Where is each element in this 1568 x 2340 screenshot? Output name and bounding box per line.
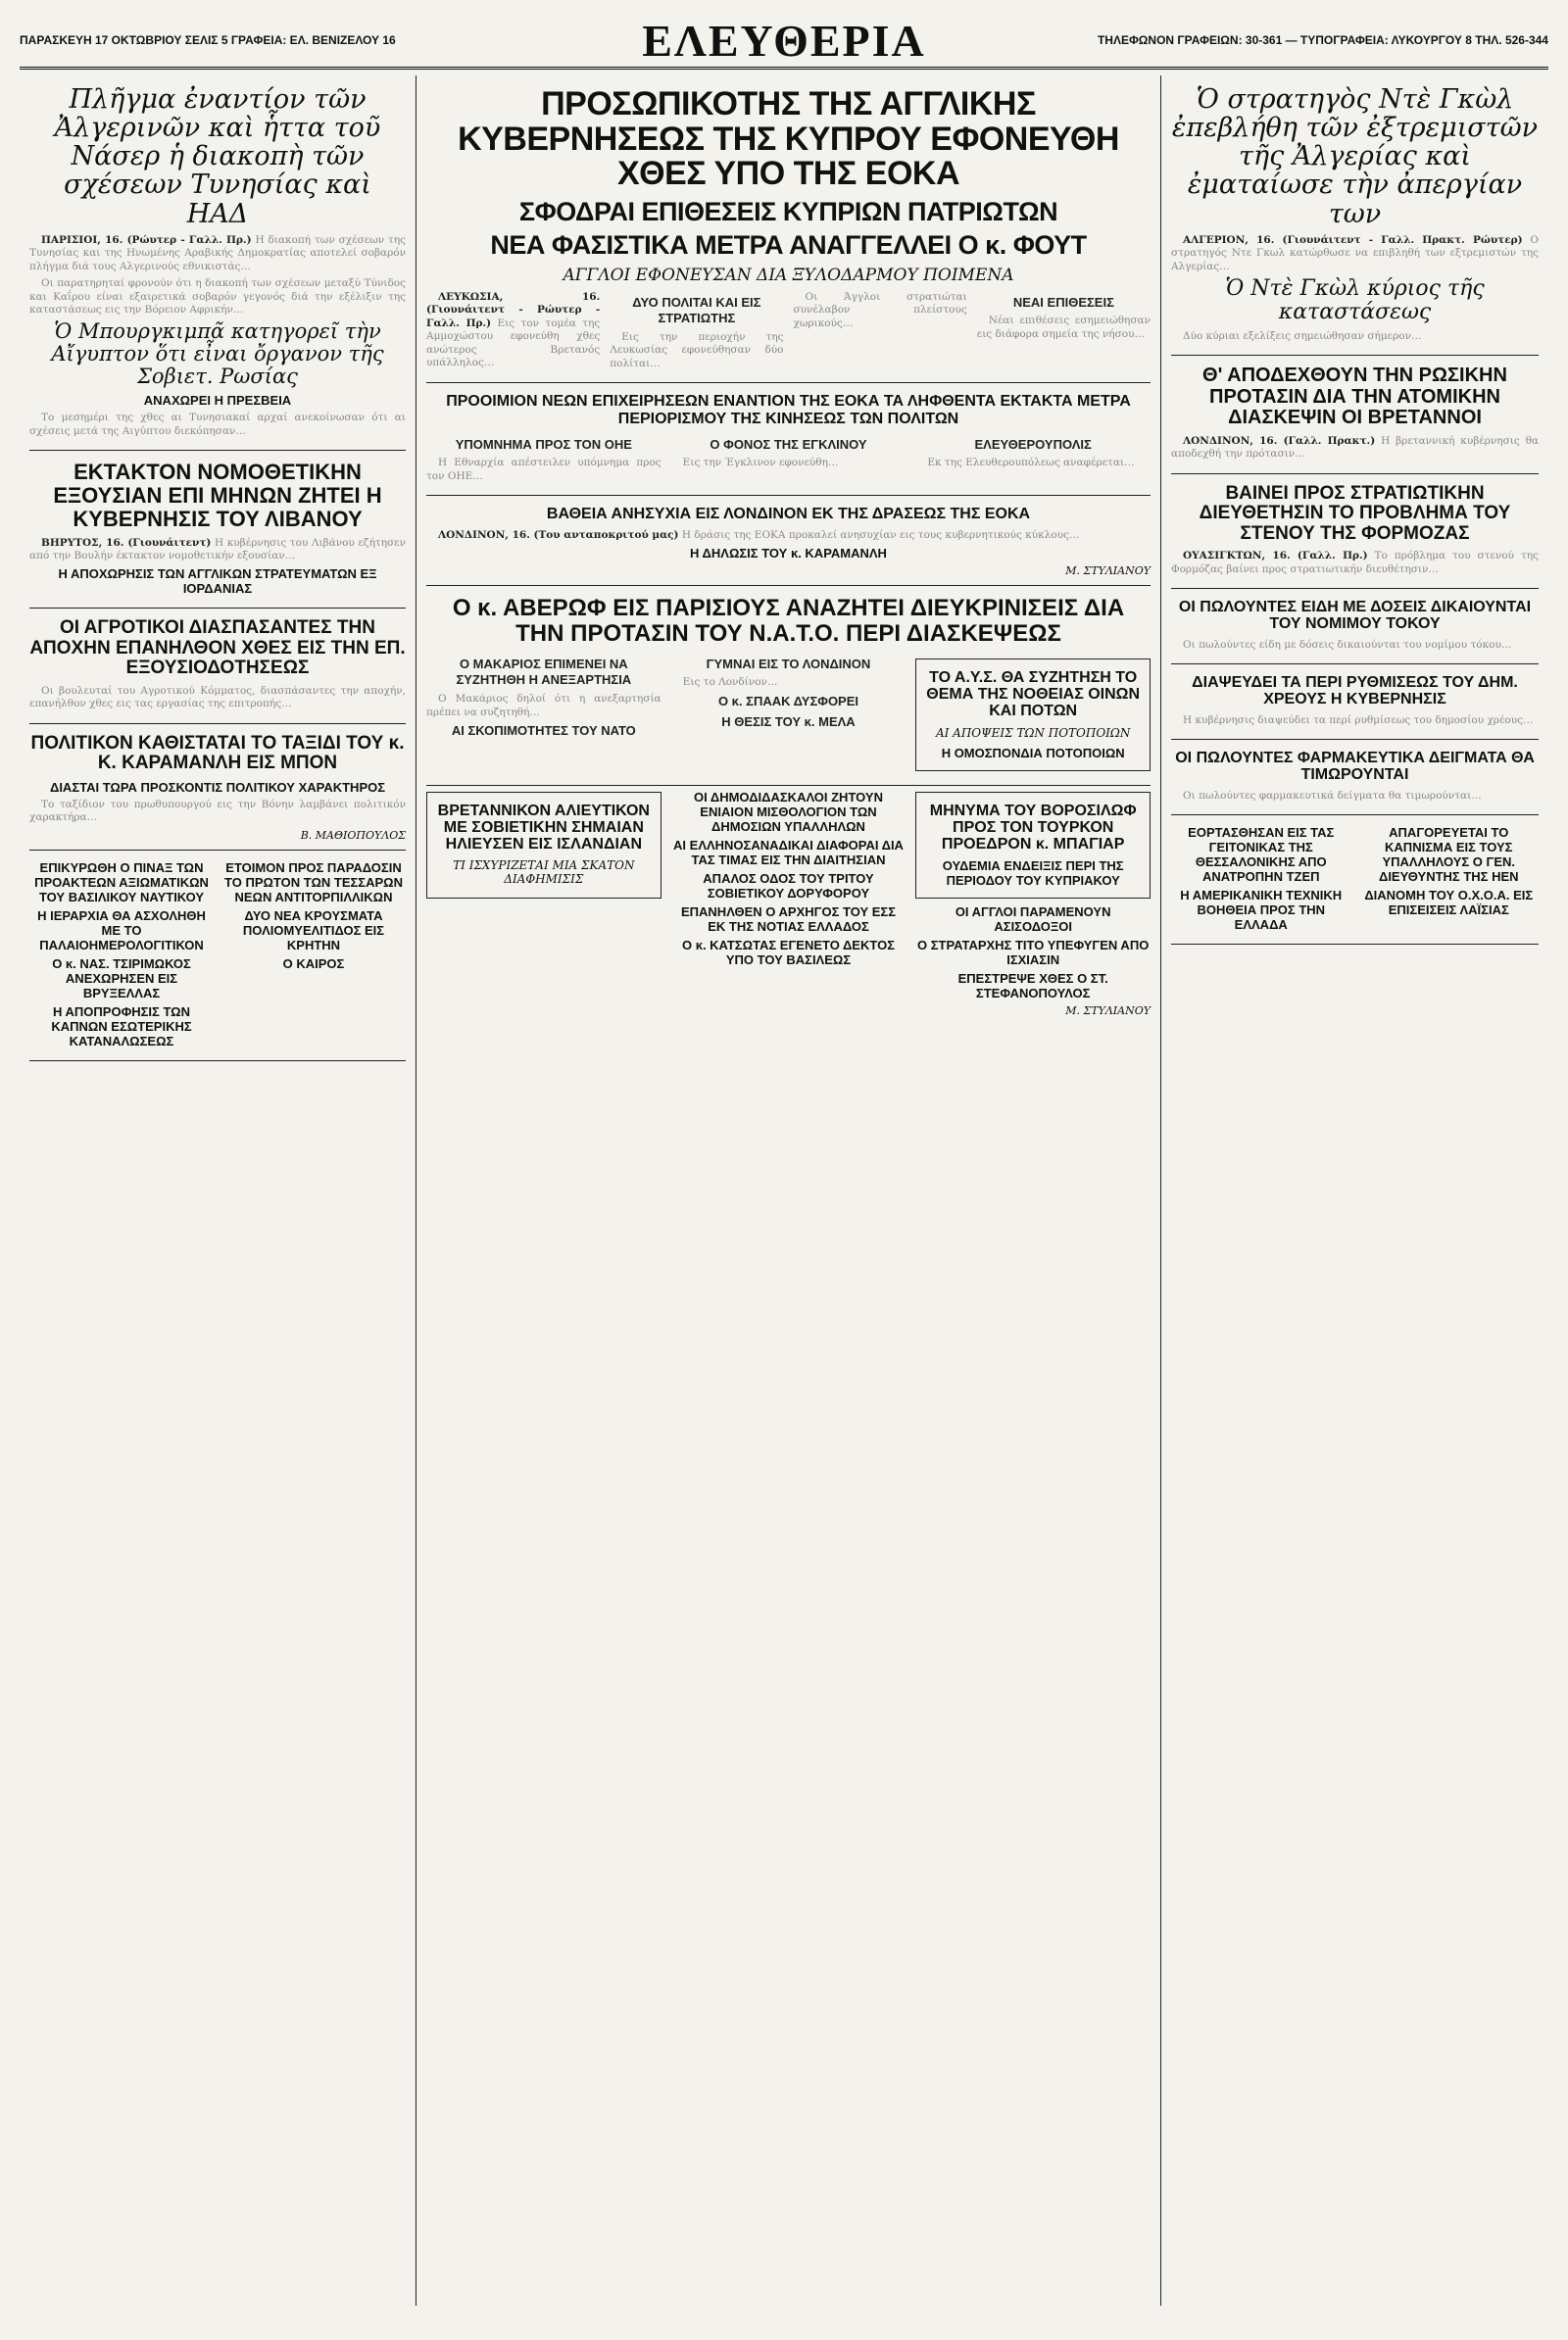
article-headline: Ὁ στρατηγὸς Ντὲ Γκὼλ ἐπεβλήθη τῶν ἐξτρεμιστῶν τῆς Ἀλγερίας καὶ ἐματαίωσε τὴν ἀπεργίαν των (1171, 84, 1539, 229)
brief-headline: ΕΤΟΙΜΟΝ ΠΡΟΣ ΠΑΡΑΔΟΣΙΝ ΤΟ ΠΡΩΤΟΝ ΤΩΝ ΤΕΣΣΑΡΩΝ ΝΕΩΝ ΑΝΤΙΤΟΡΠΙΛΛΙΚΩΝ (224, 859, 403, 904)
section-subhead: Ο ΜΑΚΑΡΙΟΣ ΕΠΙΜΕΝΕΙ ΝΑ ΣΥΖΗΤΗΘΗ Η ΑΝΕΞΑΡΤΗΣΙΑ (456, 656, 632, 688)
article-body: Το μεσημέρι της χθες αι Τυνησιακαί αρχαί ανεκοίνωσαν ότι αι σχέσεις μετά της Αιγύπτου διεκόπησαν… (29, 412, 406, 437)
section-subhead: ΑΝΑΧΩΡΕΙ Η ΠΡΕΣΒΕΙΑ (143, 393, 292, 409)
article-headline: ΠΡΟΟΙΜΙΟΝ ΝΕΩΝ ΕΠΙΧΕΙΡΗΣΕΩΝ ΕΝΑΝΤΙΟΝ ΤΗΣ ΕΟΚΑ ΤΑ ΛΗΦΘΕΝΤΑ ΕΚΤΑΚΤΑ ΜΕΤΡΑ ΠΕΡΙΟΡΙΣΜΟΥ ΤΗΣ ΚΙΝΗΣΕΩΣ ΤΩΝ ΠΟΛΙΤΩΝ (446, 393, 1131, 427)
article-body: Οι βουλευταί του Αγροτικού Κόμματος, διασπάσαντες την αποχήν, επανήλθον χθες εις τας εργασίας της επιτροπής… (29, 684, 406, 710)
dateline: ΠΑΡΙΣΙΟΙ, 16. (Ρώυτερ - Γαλλ. Πρ.) (41, 233, 252, 246)
section-subhead: ΕΛΕΥΘΕΡΟΥΠΟΛΙΣ (974, 436, 1092, 452)
center-column (416, 75, 1161, 2306)
brief-headline: ΟΙ ΑΓΓΛΟΙ ΠΑΡΑΜΕΝΟΥΝ ΑΣΙΣΟΔΟΞΟΙ (955, 904, 1111, 935)
section-subhead: Ο ΦΟΝΟΣ ΤΗΣ ΕΓΚΛΙΝΟΥ (710, 436, 867, 452)
article-headline: ΟΙ ΑΓΡΟΤΙΚΟΙ ΔΙΑΣΠΑΣΑΝΤΕΣ ΤΗΝ ΑΠΟΧΗΝ ΕΠΑΝΗΛΘΟΝ ΧΘΕΣ ΕΙΣ ΤΗΝ ΕΠ. ΕΞΟΥΣΙΟΔΟΤΗΣΕΩΣ (29, 617, 406, 679)
article-tunisia (29, 75, 406, 451)
article-london-concern: ΒΑΘΕΙΑ ΑΝΗΣΥΧΙΑ ΕΙΣ ΛΟΝΔΙΝΟΝ ΕΚ ΤΗΣ ΔΡΑΣΕΩΣ ΤΗΣ ΕΟΚΑ ΛΟΝΔΙΝΟΝ, 16. (Του ανταποκριτού μας) Η δράσις της ΕΟΚΑ προκαλεί ανησυχίαν εις τους κυβερνητικούς κύκλους… Η ΔΗΛΩΣΙΣ ΤΟΥ κ. ΚΑΡΑΜΑΝΛΗ Μ. ΣΤΥΛΙΑΝΟΥ (426, 496, 1151, 586)
article-headline: ΤΟ Α.Υ.Σ. ΘΑ ΣΥΖΗΤΗΣΗ ΤΟ ΘΕΜΑ ΤΗΣ ΝΟΘΕΙΑΣ ΟΙΝΩΝ ΚΑΙ ΠΟΤΩΝ (926, 668, 1141, 720)
article-kicker: ΑΙ ΑΠΟΨΕΙΣ ΤΩΝ ΠΟΤΟΠΟΙΩΝ (935, 725, 1131, 740)
article-eoka-measures: ΠΡΟΟΙΜΙΟΝ ΝΕΩΝ ΕΠΙΧΕΙΡΗΣΕΩΝ ΕΝΑΝΤΙΟΝ ΤΗΣ ΕΟΚΑ ΤΑ ΛΗΦΘΕΝΤΑ ΕΚΤΑΚΤΑ ΜΕΤΡΑ ΠΕΡΙΟΡΙΣΜΟΥ ΤΗΣ ΚΙΝΗΣΕΩΣ ΤΩΝ ΠΟΛΙΤΩΝ ΥΠΟΜΝΗΜΑ ΠΡΟΣ ΤΟΝ ΟΗΕ Η Εθναρχία απέστειλεν υπόμνημα προς τον ΟΗΕ… Ο ΦΟΝΟΣ ΤΗΣ ΕΓΚΛΙΝΟΥ Εις την Έγκλινον εφονεύθη… ΕΛΕΥΘΕΡΟΥΠΟΛΙΣ Εκ της Ελευθερουπόλεως αναφέρεται… (426, 383, 1151, 496)
left-column (20, 75, 416, 2306)
dateline: ΛΟΝΔΙΝΟΝ, 16. (Γαλλ. Πρακτ.) (1183, 434, 1376, 447)
article-right-briefs (1171, 815, 1539, 945)
article-headline: ΒΡΕΤΑΝΝΙΚΟΝ ΑΛΙΕΥΤΙΚΟΝ ΜΕ ΣΟΒΙΕΤΙΚΗΝ ΣΗΜΑΙΑΝ ΗΛΙΕΥΣΕΝ ΕΙΣ ΙΣΛΑΝΔΙΑΝ (437, 802, 650, 853)
lead-kicker: ΑΓΓΛΟΙ ΕΦΟΝΕΥΣΑΝ ΔΙΑ ΞΥΛΟΔΑΡΜΟΥ ΠΟΙΜΕΝΑ (563, 265, 1014, 285)
article-headline: Πλῆγμα ἐναντίον τῶν Ἀλγερινῶν καὶ ἧττα τοῦ Νάσερ ἡ διακοπὴ τῶν σχέσεων Τυνησίας καὶ ΗΑΔ (54, 84, 381, 229)
byline: Μ. ΣΤΥΛΙΑΝΟΥ (1065, 564, 1151, 578)
masthead (20, 14, 1548, 70)
brief-headline: ΑΙ ΕΛΛΗΝΟΣΑΝΑΔΙΚΑΙ ΔΙΑΦΟΡΑΙ ΔΙΑ ΤΑΣ ΤΙΜΑΣ ΕΙΣ ΤΗΝ ΔΙΑΙΤΗΣΙΑΝ (673, 837, 904, 867)
section-subhead: ΑΙ ΣΚΟΠΙΜΟΤΗΤΕΣ ΤΟΥ ΝΑΤΟ (451, 722, 636, 738)
section-subhead: Ο κ. ΣΠΑΑΚ ΔΥΣΦΟΡΕΙ (717, 693, 859, 708)
article-headline: ΟΙ ΠΩΛΟΥΝΤΕΣ ΦΑΡΜΑΚΕΥΤΙΚΑ ΔΕΙΓΜΑΤΑ ΘΑ ΤΙΜΩΡΟΥΝΤΑΙ (1175, 750, 1535, 784)
dateline: ΒΗΡΥΤΟΣ, 16. (Γιουνάιτεντ) (41, 536, 212, 549)
section-subhead: Η ΑΠΟΧΩΡΗΣΙΣ ΤΩΝ ΑΓΓΛΙΚΩΝ ΣΤΡΑΤΕΥΜΑΤΩΝ ΕΞ ΙΟΡΔΑΝΙΑΣ (58, 566, 377, 597)
dateline: ΟΥΑΣΙΓΚΤΩΝ, 16. (Γαλλ. Πρ.) (1183, 550, 1368, 562)
brief-headline: Ο ΣΤΡΑΤΑΡΧΗΣ ΤΙΤΟ ΥΠΕΦΥΓΕΝ ΑΠΟ ΙΣΧΙΑΣΙΝ (916, 938, 1150, 968)
boxed-article (915, 792, 1151, 900)
brief-headline: Η ΙΕΡΑΡΧΙΑ ΘΑ ΑΣΧΟΛΗΘΗ ΜΕ ΤΟ ΠΑΛΑΙΟΗΜΕΡΟΛΟΓΙΤΙΚΟΝ (37, 907, 206, 952)
article-body: ΠΑΡΙΣΙΟΙ, 16. (Ρώυτερ - Γαλλ. Πρ.) Η διακοπή των σχέσεων της Τυνησίας και της Ηνωμένης Αραβικής Δημοκρατίας αποτελεί σοβαρόν πλήγμα διά τους Αλγερινούς εθνικιστάς… Οι παρατηρηταί φρονούν ότι η διακοπή των σχέσεων μεταξύ Τύνιδος και Καΐρου είναι εξαιρετικά σοβαρόν γεγονός διά την εξέλιξιν της καταστάσεως εις την Βόρειον Αφρικήν… (29, 233, 406, 316)
article-averof-paris: Ο κ. ΑΒΕΡΩΦ ΕΙΣ ΠΑΡΙΣΙΟΥΣ ΑΝΑΖΗΤΕΙ ΔΙΕΥΚΡΙΝΙΣΕΙΣ ΔΙΑ ΤΗΝ ΠΡΟΤΑΣΙΝ ΤΟΥ Ν.Α.Τ.Ο. ΠΕΡΙ ΔΙΑΣΚΕΨΕΩΣ Ο ΜΑΚΑΡΙΟΣ ΕΠΙΜΕΝΕΙ ΝΑ ΣΥΖΗΤΗΘΗ Η ΑΝΕΞΑΡΤΗΣΙΑ Ο Μακάριος δηλοί ότι η ανεξαρτησία πρέπει να συζητηθή… ΑΙ ΣΚΟΠΙΜΟΤΗΤΕΣ ΤΟΥ ΝΑΤΟ ΓΥΜΝΑΙ ΕΙΣ ΤΟ ΛΟΝΔΙΝΟΝ Εις το Λονδίνον… Ο κ. ΣΠΑΑΚ ΔΥΣΦΟΡΕΙ Η ΘΕΣΙΣ ΤΟΥ κ. ΜΕΛΑ ΤΟ Α.Υ.Σ. ΘΑ ΣΥΖΗΤΗΣΗ ΤΟ ΘΕΜΑ ΤΗΣ ΝΟΘΕΙΑΣ ΟΙΝΩΝ ΚΑΙ ΠΟΤΩΝ ΑΙ ΑΠΟΨΕΙΣ ΤΩΝ ΠΟΤΟΠΟΙΩΝ Η ΟΜΟΣΠΟΝΔΙΑ ΠΟΤΟΠΟΙΩΝ (426, 586, 1151, 786)
byline: Μ. ΣΤΥΛΙΑΝΟΥ (1065, 1004, 1151, 1018)
newspaper-title: ΕΛΕΥΘΕΡΙΑ (642, 15, 926, 66)
lead-subheadline: ΝΕΑ ΦΑΣΙΣΤΙΚΑ ΜΕΤΡΑ ΑΝΑΓΓΕΛΛΕΙ Ο κ. ΦΟΥΤ (490, 230, 1087, 261)
brief-headline: Ο κ. ΝΑΣ. ΤΣΙΡΙΜΩΚΟΣ ΑΝΕΧΩΡΗΣΕΝ ΕΙΣ ΒΡΥΞΕΛΛΑΣ (52, 955, 191, 1000)
masthead-date-line: ΠΑΡΑΣΚΕΥΗ 17 ΟΚΤΩΒΡΙΟΥ ΣΕΛΙΣ 5 ΓΡΑΦΕΙΑ: ΕΛ. ΒΕΝΙΖΕΛΟΥ 16 (20, 33, 396, 47)
lead-headline: ΠΡΟΣΩΠΙΚΟΤΗΣ ΤΗΣ ΑΓΓΛΙΚΗΣ ΚΥΒΕΡΝΗΣΕΩΣ ΤΗΣ ΚΥΠΡΟΥ ΕΦΟΝΕΥΘΗ ΧΘΕΣ ΥΠΟ ΤΗΣ ΕΟΚΑ (458, 85, 1119, 193)
article-lebanon (29, 451, 406, 609)
dateline: ΛΟΝΔΙΝΟΝ, 16. (Του ανταποκριτού μας) (438, 528, 679, 541)
article-body: Το ταξίδιον του πρωθυπουργού εις την Βόνην λαμβάνει πολιτικόν χαρακτήρα… (29, 798, 406, 824)
lead-story: ΠΡΟΣΩΠΙΚΟΤΗΣ ΤΗΣ ΑΓΓΛΙΚΗΣ ΚΥΒΕΡΝΗΣΕΩΣ ΤΗΣ ΚΥΠΡΟΥ ΕΦΟΝΕΥΘΗ ΧΘΕΣ ΥΠΟ ΤΗΣ ΕΟΚΑ ΣΦΟΔΡΑΙ ΕΠΙΘΕΣΕΙΣ ΚΥΠΡΙΩΝ ΠΑΤΡΙΩΤΩΝ ΝΕΑ ΦΑΣΙΣΤΙΚΑ ΜΕΤΡΑ ΑΝΑΓΓΕΛΛΕΙ Ο κ. ΦΟΥΤ ΑΓΓΛΟΙ ΕΦΟΝΕΥΣΑΝ ΔΙΑ ΞΥΛΟΔΑΡΜΟΥ ΠΟΙΜΕΝΑ ΛΕΥΚΩΣΙΑ, 16. (Γιουνάιτεντ - Ρώυτερ - Γαλλ. Πρ.) Εις τον τομέα της Αμμοχώστου εφονεύθη χθες ανώτερος Βρετανός υπάλληλος… ΔΥΟ ΠΟΛΙΤΑΙ ΚΑΙ ΕΙΣ ΣΤΡΑΤΙΩΤΗΣ Εις την περιοχήν της Λευκωσίας εφονεύθησαν δύο πολίται… Οι Άγγλοι στρατιώται συνέλαβον πλείστους χωρικούς… ΝΕΑΙ ΕΠΙΘΕΣΕΙΣ Νέαι επιθέσεις εσημειώθησαν εις διάφορα σημεία της νήσου… (426, 75, 1151, 383)
article-public-debt: ΔΙΑΨΕΥΔΕΙ ΤΑ ΠΕΡΙ ΡΥΘΜΙΣΕΩΣ ΤΟΥ ΔΗΜ. ΧΡΕΟΥΣ Η ΚΥΒΕΡΝΗΣΙΣ Η κυβέρνησις διαψεύδει τα περί ρυθμίσεως του δημοσίου χρέους… (1171, 664, 1539, 740)
article-formosa: ΒΑΙΝΕΙ ΠΡΟΣ ΣΤΡΑΤΙΩΤΙΚΗΝ ΔΙΕΥΘΕΤΗΣΙΝ ΤΟ ΠΡΟΒΛΗΜΑ ΤΟΥ ΣΤΕΝΟΥ ΤΗΣ ΦΟΡΜΟΖΑΣ ΟΥΑΣΙΓΚΤΩΝ, 16. (Γαλλ. Πρ.) Το πρόβλημα του στενού της Φορμόζας βαίνει προς στρατιωτικήν διευθέτησιν… (1171, 474, 1539, 589)
brief-headline: Ο ΚΑΙΡΟΣ (282, 955, 345, 971)
bottom-briefs (426, 786, 1151, 1018)
article-subheadline: Ὁ Ντὲ Γκὼλ κύριος τῆς καταστάσεως (1225, 276, 1485, 324)
brief-headline: ΑΠΑΛΟΣ ΟΔΟΣ ΤΟΥ ΤΡΙΤΟΥ ΣΟΒΙΕΤΙΚΟΥ ΔΟΡΥΦΟΡΟΥ (703, 870, 874, 901)
brief-headline: ΕΟΡΤΑΣΘΗΣΑΝ ΕΙΣ ΤΑΣ ΓΕΙΤΟΝΙΚΑΣ ΤΗΣ ΘΕΣΣΑΛΟΝΙΚΗΣ ΑΠΟ ΑΝΑΤΡΟΠΗΝ ΤΖΕΠ (1188, 825, 1335, 885)
brief-headline: ΑΠΑΓΟΡΕΥΕΤΑΙ ΤΟ ΚΑΠΝΙΣΜΑ ΕΙΣ ΤΟΥΣ ΥΠΑΛΛΗΛΟΥΣ Ο ΓΕΝ. ΔΙΕΥΘΥΝΤΗΣ ΤΗΣ ΗΕΝ (1378, 825, 1519, 885)
section-subhead: Η ΔΗΛΩΣΙΣ ΤΟΥ κ. ΚΑΡΑΜΑΝΛΗ (690, 546, 887, 561)
article-atomic-conference: Θ' ΑΠΟΔΕΧΘΟΥΝ ΤΗΝ ΡΩΣΙΚΗΝ ΠΡΟΤΑΣΙΝ ΔΙΑ ΤΗΝ ΑΤΟΜΙΚΗΝ ΔΙΑΣΚΕΨΙΝ ΟΙ ΒΡΕΤΑΝΝΟΙ ΛΟΝΔΙΝΟΝ, 16. (Γαλλ. Πρακτ.) Η βρεταννική κυβέρνησις θα αποδεχθή την πρότασιν… (1171, 356, 1539, 474)
article-headline: ΒΑΘΕΙΑ ΑΝΗΣΥΧΙΑ ΕΙΣ ΛΟΝΔΙΝΟΝ ΕΚ ΤΗΣ ΔΡΑΣΕΩΣ ΤΗΣ ΕΟΚΑ (546, 506, 1031, 523)
brief-headline: ΕΠΑΝΗΛΘΕΝ Ο ΑΡΧΗΓΟΣ ΤΟΥ ΕΣΣ ΕΚ ΤΗΣ ΝΟΤΙΑΣ ΕΛΛΑΔΟΣ (680, 903, 897, 934)
section-subhead: ΥΠΟΜΝΗΜΑ ΠΡΟΣ ΤΟΝ ΟΗΕ (455, 436, 632, 452)
newspaper-page (20, 14, 1548, 2307)
dateline: ΑΛΓΕΡΙΟΝ, 16. (Γιουνάιτεντ - Γαλλ. Πρακτ. Ρώυτερ) (1183, 233, 1523, 246)
brief-headline: Η ΑΠΟΠΡΟΦΗΣΙΣ ΤΩΝ ΚΑΠΝΩΝ ΕΣΩΤΕΡΙΚΗΣ ΚΑΤΑΝΑΛΩΣΕΩΣ (51, 1003, 192, 1048)
brief-headline: ΟΙ ΔΗΜΟΔΙΔΑΣΚΑΛΟΙ ΖΗΤΟΥΝ ΕΝΙΑΙΟΝ ΜΙΣΘΟΛΟΓΙΟΝ ΤΩΝ ΔΗΜΟΣΙΩΝ ΥΠΑΛΛΗΛΩΝ (694, 789, 883, 834)
brief-headline: ΕΠΕΣΤΡΕΨΕ ΧΘΕΣ Ο ΣΤ. ΣΤΕΦΑΝΟΠΟΥΛΟΣ (957, 971, 1108, 1001)
article-headline: ΕΚΤΑΚΤΟΝ ΝΟΜΟΘΕΤΙΚΗΝ ΕΞΟΥΣΙΑΝ ΕΠΙ ΜΗΝΩΝ ΖΗΤΕΙ Η ΚΥΒΕΡΝΗΣΙΣ ΤΟΥ ΛΙΒΑΝΟΥ (53, 460, 382, 531)
brief-headline: ΕΠΙΚΥΡΩΘΗ Ο ΠΙΝΑΞ ΤΩΝ ΠΡΟΑΚΤΕΩΝ ΑΞΙΩΜΑΤΙΚΩΝ ΤΟΥ ΒΑΣΙΛΙΚΟΥ ΝΑΥΤΙΚΟΥ (34, 859, 209, 904)
boxed-article (915, 658, 1151, 771)
section-subhead: ΔΙΑΣΤΑΙ ΤΩΡΑ ΠΡΟΣΚΟΝΤΙΣ ΠΟΛΙΤΙΚΟΥ ΧΑΡΑΚΤΗΡΟΣ (49, 779, 386, 795)
right-column (1161, 75, 1548, 2306)
article-headline: ΒΑΙΝΕΙ ΠΡΟΣ ΣΤΡΑΤΙΩΤΙΚΗΝ ΔΙΕΥΘΕΤΗΣΙΝ ΤΟ ΠΡΟΒΛΗΜΑ ΤΟΥ ΣΤΕΝΟΥ ΤΗΣ ΦΟΡΜΟΖΑΣ (1199, 482, 1511, 544)
page-columns (20, 75, 1548, 2306)
article-headline: Θ' ΑΠΟΔΕΧΘΟΥΝ ΤΗΝ ΡΩΣΙΚΗΝ ΠΡΟΤΑΣΙΝ ΔΙΑ ΤΗΝ ΑΤΟΜΙΚΗΝ ΔΙΑΣΚΕΨΙΝ ΟΙ ΒΡΕΤΑΝΝΟΙ (1202, 365, 1507, 429)
article-headline: ΟΙ ΠΩΛΟΥΝΤΕΣ ΕΙΔΗ ΜΕ ΔΟΣΕΙΣ ΔΙΚΑΙΟΥΝΤΑΙ ΤΟΥ ΝΟΜΙΜΟΥ ΤΟΚΟΥ (1178, 599, 1532, 633)
article-de-gaulle: Ὁ στρατηγὸς Ντὲ Γκὼλ ἐπεβλήθη τῶν ἐξτρεμιστῶν τῆς Ἀλγερίας καὶ ἐματαίωσε τὴν ἀπεργίαν των ΑΛΓΕΡΙΟΝ, 16. (Γιουνάιτεντ - Γαλλ. Πρακτ. Ρώυτερ) Ο στρατηγός Ντε Γκωλ κατώρθωσε να επιβληθή των εξτρεμιστών της Αλγερίας… Ὁ Ντὲ Γκὼλ κύριος τῆς καταστάσεως Δύο κύριαι εξελίξεις σημειώθησαν σήμερον… (1171, 75, 1539, 356)
byline: Β. ΜΑΘΙΟΠΟΥΛΟΣ (300, 828, 406, 842)
article-installments: ΟΙ ΠΩΛΟΥΝΤΕΣ ΕΙΔΗ ΜΕ ΔΟΣΕΙΣ ΔΙΚΑΙΟΥΝΤΑΙ ΤΟΥ ΝΟΜΙΜΟΥ ΤΟΚΟΥ Οι πωλούντες είδη με δόσεις δικαιούνται του νομίμου τόκου… (1171, 589, 1539, 664)
dateline: ΛΕΥΚΩΣΙΑ, 16. (Γιουνάιτεντ - Ρώυτερ - Γαλλ. Πρ.) (426, 290, 601, 329)
lead-subheadline: ΣΦΟΔΡΑΙ ΕΠΙΘΕΣΕΙΣ ΚΥΠΡΙΩΝ ΠΑΤΡΙΩΤΩΝ (518, 197, 1058, 227)
section-subhead: ΟΥΔΕΜΙΑ ΕΝΔΕΙΞΙΣ ΠΕΡΙ ΤΗΣ ΠΕΡΙΟΔΟΥ ΤΟΥ ΚΥΠΡΙΑΚΟΥ (942, 858, 1124, 889)
section-subhead: ΔΥΟ ΠΟΛΙΤΑΙ ΚΑΙ ΕΙΣ ΣΤΡΑΤΙΩΤΗΣ (632, 294, 761, 326)
brief-headline: ΔΥΟ ΝΕΑ ΚΡΟΥΣΜΑΤΑ ΠΟΛΙΟΜΥΕΛΙΤΙΔΟΣ ΕΙΣ ΚΡΗΤΗΝ (242, 907, 385, 952)
article-pharmaceutical: ΟΙ ΠΩΛΟΥΝΤΕΣ ΦΑΡΜΑΚΕΥΤΙΚΑ ΔΕΙΓΜΑΤΑ ΘΑ ΤΙΜΩΡΟΥΝΤΑΙ Οι πωλούντες φαρμακευτικά δείγματα θα τιμωρούνται… (1171, 740, 1539, 815)
article-headline: ΠΟΛΙΤΙΚΟΝ ΚΑΘΙΣΤΑΤΑΙ ΤΟ ΤΑΞΙΔΙ ΤΟΥ κ. Κ. ΚΑΡΑΜΑΝΛΗ ΕΙΣ ΜΠΟΝ (30, 732, 405, 774)
section-subhead: Η ΘΕΣΙΣ ΤΟΥ κ. ΜΕΛΑ (721, 713, 856, 729)
brief-headline: Η ΑΜΕΡΙΚΑΝΙΚΗ ΤΕΧΝΙΚΗ ΒΟΗΘΕΙΑ ΠΡΟΣ ΤΗΝ ΕΛΛΑΔΑ (1180, 888, 1343, 933)
brief-headline: ΔΙΑΝΟΜΗ ΤΟΥ Ο.Χ.Ο.Α. ΕΙΣ ΕΠΙΣΕΙΣΕΙΣ ΛΑΪΣΙΑΣ (1364, 888, 1534, 918)
article-kicker: ΤΙ ΙΣΧΥΡΙΖΕΤΑΙ ΜΙΑ ΣΚΑΤΟΝ ΔΙΑΦΗΜΙΣΙΣ (453, 858, 635, 887)
article-briefs (29, 851, 406, 1061)
article-subheadline: Ὁ Μπουργκιμπᾶ κατηγορεῖ τὴν Αἴγυπτον ὅτι εἶναι ὄργανον τῆς Σοβιετ. Ρωσίας (51, 319, 384, 388)
masthead-contact-line: ΤΗΛΕΦΩΝΟΝ ΓΡΑΦΕΙΩΝ: 30-361 — ΤΥΠΟΓΡΑΦΕΙΑ: ΛΥΚΟΥΡΓΟΥ 8 ΤΗΛ. 526-344 (1097, 33, 1548, 47)
section-subhead: Η ΟΜΟΣΠΟΝΔΙΑ ΠΟΤΟΠΟΙΩΝ (941, 745, 1125, 760)
article-headline: ΔΙΑΨΕΥΔΕΙ ΤΑ ΠΕΡΙ ΡΥΘΜΙΣΕΩΣ ΤΟΥ ΔΗΜ. ΧΡΕΟΥΣ Η ΚΥΒΕΡΝΗΣΙΣ (1192, 674, 1518, 708)
article-headline: ΜΗΝΥΜΑ ΤΟΥ ΒΟΡΟΣΙΛΩΦ ΠΡΟΣ ΤΟΝ ΤΟΥΡΚΟΝ ΠΡΟΕΔΡΟΝ κ. ΜΠΑΓΙΑΡ (929, 802, 1137, 853)
article-karamanlis-bonn (29, 724, 406, 851)
article-body: ΒΗΡΥΤΟΣ, 16. (Γιουνάιτεντ) Η κυβέρνησις του Λιβάνου εζήτησεν από την Βουλήν έκτακτον νομοθετικήν εξουσίαν… (29, 536, 406, 561)
brief-headline: Ο κ. ΚΑΤΣΩΤΑΣ ΕΓΕΝΕΤΟ ΔΕΚΤΟΣ ΥΠΟ ΤΟΥ ΒΑΣΙΛΕΩΣ (681, 937, 895, 967)
article-agrarians (29, 609, 406, 723)
section-subhead: ΝΕΑΙ ΕΠΙΘΕΣΕΙΣ (1012, 294, 1114, 310)
boxed-article (426, 792, 662, 900)
article-headline: Ο κ. ΑΒΕΡΩΦ ΕΙΣ ΠΑΡΙΣΙΟΥΣ ΑΝΑΖΗΤΕΙ ΔΙΕΥΚΡΙΝΙΣΕΙΣ ΔΙΑ ΤΗΝ ΠΡΟΤΑΣΙΝ ΤΟΥ Ν.Α.Τ.Ο. ΠΕΡΙ ΔΙΑΣΚΕΨΕΩΣ (452, 595, 1125, 647)
section-subhead: ΓΥΜΝΑΙ ΕΙΣ ΤΟ ΛΟΝΔΙΝΟΝ (706, 656, 871, 671)
